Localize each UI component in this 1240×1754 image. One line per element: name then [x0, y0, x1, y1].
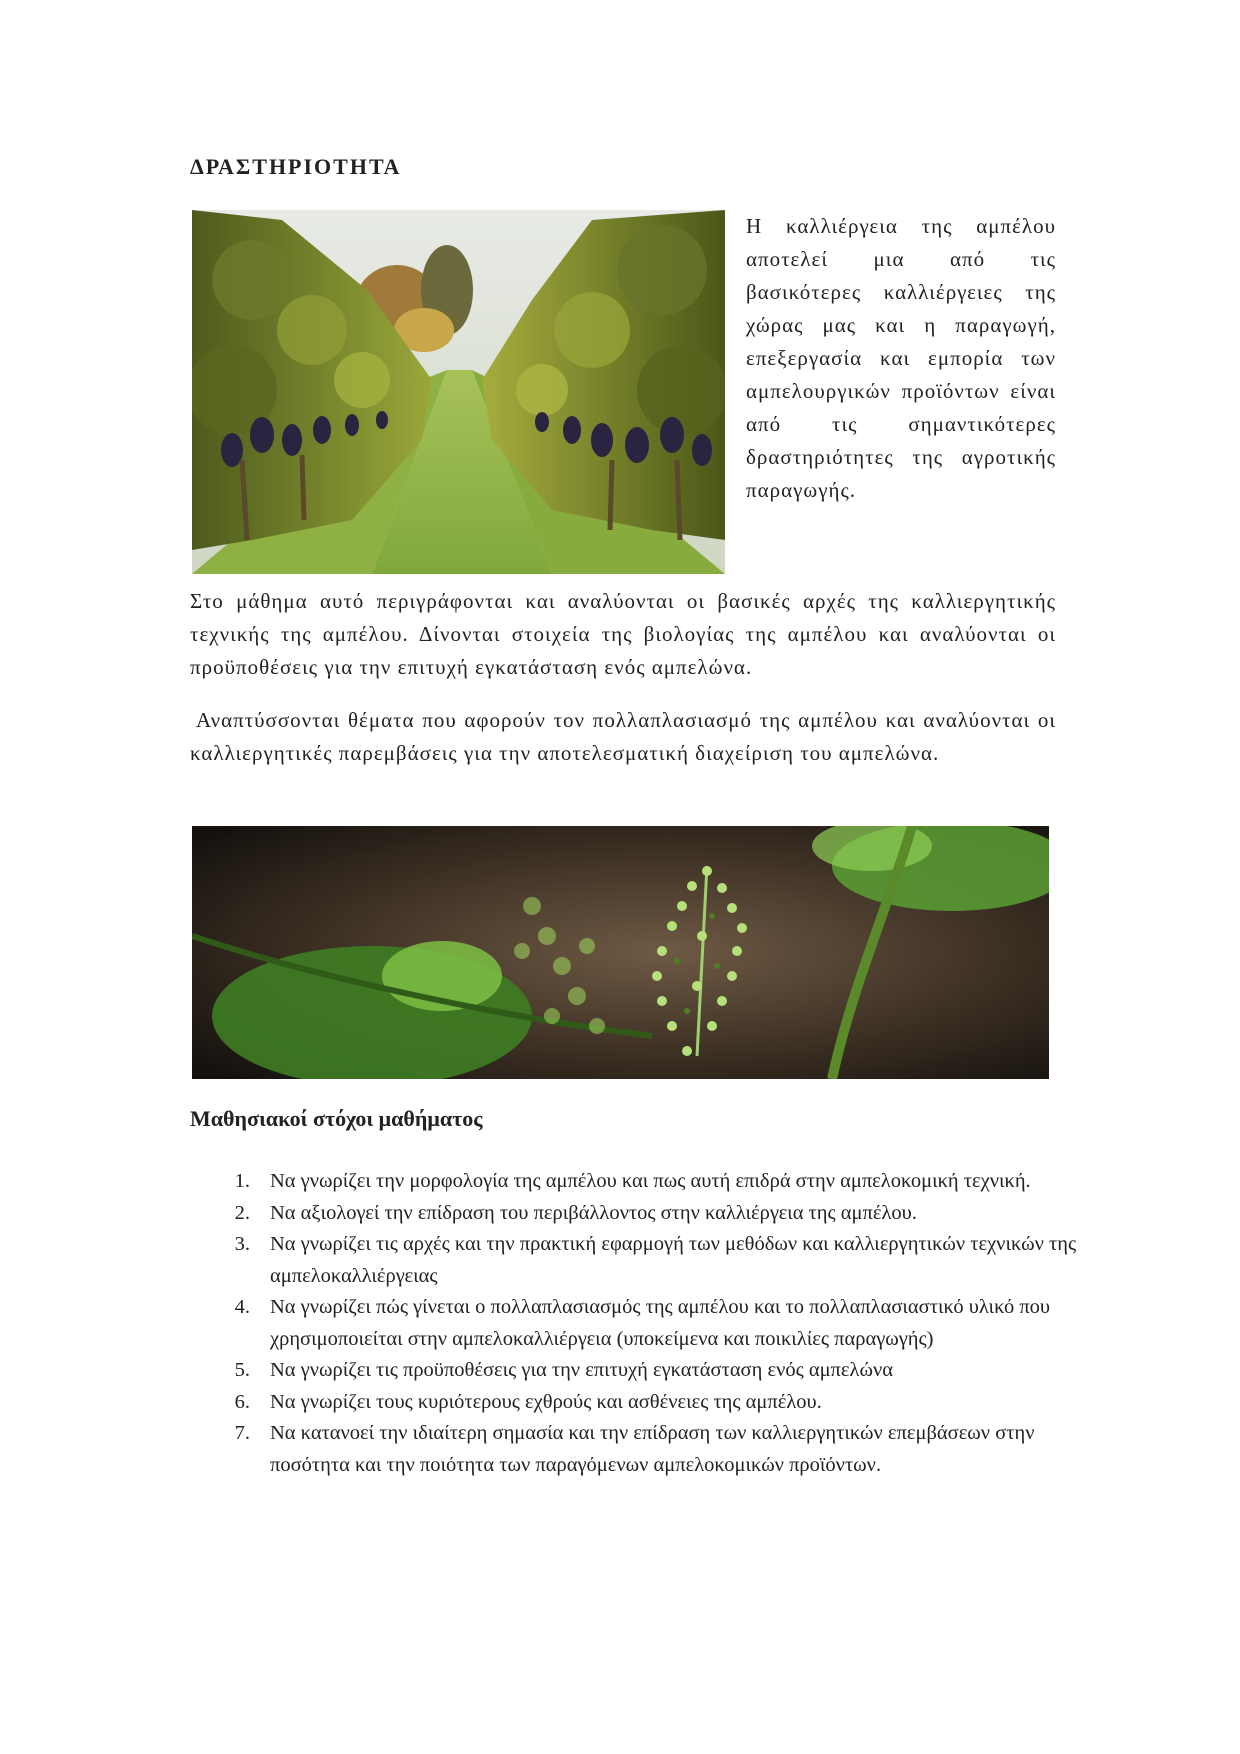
paragraph-2: Αναπτύσσονται θέματα που αφορούν τον πολλαπλασιασμό της αμπέλου και αναλύονται οι καλλιεργητικές παρεμβάσεις για την αποτελεσματική διαχείριση του αμπελώνα.	[190, 708, 1056, 765]
list-item-text: Να αξιολογεί την επίδραση του περιβάλλοντος στην καλλιέργεια της αμπέλου.	[270, 1201, 917, 1224]
list-item-number: 4.	[234, 1296, 250, 1318]
list-item-text: Να κατανοεί την ιδιαίτερη σημασία και την επίδραση των καλλιεργητικών επεμβάσεων στην ποσότητα και την ποιότητα των παραγόμενων αμπελοκομικών προϊόντων.	[270, 1422, 1035, 1476]
list-item	[210, 1418, 1080, 1481]
list-item-number: 5.	[234, 1359, 250, 1381]
list-item-number: 2.	[234, 1201, 250, 1224]
list-item-number: 1.	[234, 1170, 250, 1192]
grape-flower-cluster-photo	[192, 826, 1049, 1079]
list-item-number: 6.	[234, 1390, 250, 1413]
list-item	[210, 1198, 1080, 1230]
list-item-text: Να γνωρίζει τους κυριότερους εχθρούς και ασθένειες της αμπέλου.	[270, 1390, 822, 1413]
paragraph-1: Στο μάθημα αυτό περιγράφονται και αναλύονται οι βασικές αρχές της καλλιεργητικής τεχνικής της αμπέλου. Δίνονται στοιχεία της βιολογίας της αμπέλου και αναλύονται οι προϋποθέσεις για την επιτυχή εγκατάσταση ενός αμπελώνα.	[190, 589, 1056, 679]
vineyard-rows-photo	[192, 210, 725, 574]
intro-paragraph: Η καλλιέργεια της αμπέλου αποτελεί μια από τις βασικότερες καλλιέργειες της χώρας μας και η παραγωγή, επεξεργασία και εμπορία των αμπελουργικών προϊόντων είναι από τις σημαντικότερες δραστηριότητες της αγροτικής παραγωγής.	[746, 214, 1056, 502]
learning-goals-title: Μαθησιακοί στόχοι μαθήματος	[190, 1106, 483, 1131]
page-heading: ΔΡΑΣΤΗΡΙΟΤΗΤΑ	[190, 154, 402, 179]
list-item-number: 7.	[234, 1422, 250, 1444]
list-item-text: Να γνωρίζει την μορφολογία της αμπέλου και πως αυτή επιδρά στην αμπελοκομική τεχνική.	[270, 1170, 1031, 1192]
list-item-number: 3.	[234, 1233, 250, 1255]
list-item	[210, 1166, 1080, 1198]
list-item	[210, 1355, 1080, 1387]
list-item-text: Να γνωρίζει πώς γίνεται ο πολλαπλασιασμός της αμπέλου και το πολλαπλασιαστικό υλικό που χρησιμοποιείται στην αμπελοκαλλιέργεια (υποκείμενα και ποικιλίες παραγωγής)	[270, 1296, 1051, 1350]
list-item-text: Να γνωρίζει τις αρχές και την πρακτική εφαρμογή των μεθόδων και καλλιεργητικών τεχνικών της αμπελοκαλλιέργειας	[270, 1233, 1077, 1287]
list-item-text: Να γνωρίζει τις προϋποθέσεις για την επιτυχή εγκατάσταση ενός αμπελώνα	[270, 1359, 893, 1381]
list-item	[210, 1229, 1080, 1292]
list-item	[210, 1292, 1080, 1355]
list-item	[210, 1387, 1080, 1419]
learning-goals-list	[210, 1166, 1080, 1481]
